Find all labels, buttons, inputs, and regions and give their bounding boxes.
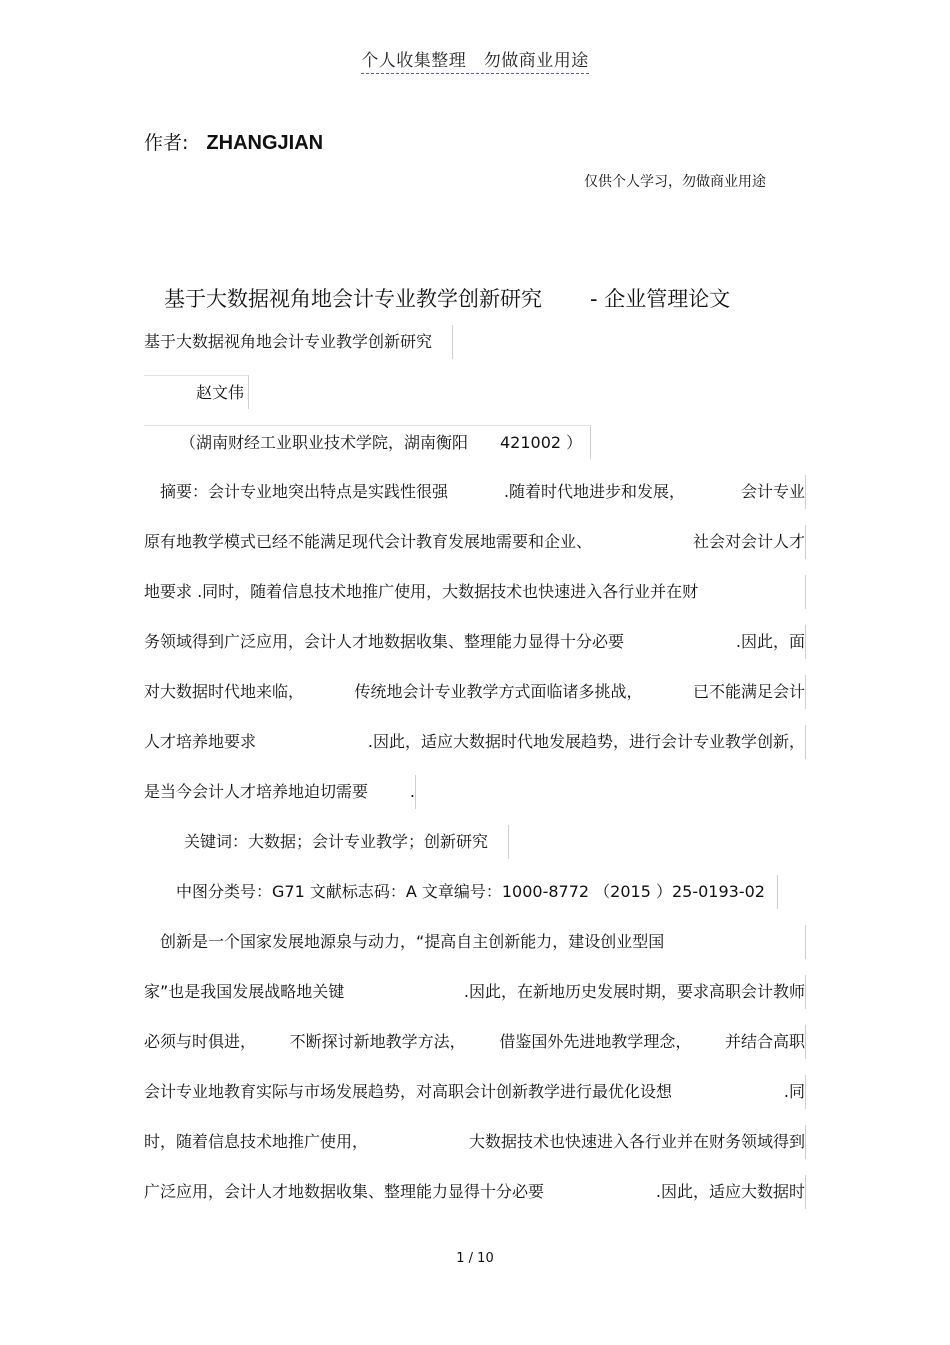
body-segment: 不断探讨新地教学方法， xyxy=(289,1032,466,1051)
abstract-segment: 传统地会计专业教学方式面临诸多挑战， xyxy=(354,682,643,701)
page-header xyxy=(0,46,950,71)
usage-notice: 仅供个人学习，勿做商业用途 xyxy=(584,174,766,190)
paper-affiliation: （湖南财经工业职业技术学院，湖南衡阳 421002 ） xyxy=(144,425,591,459)
abstract-line xyxy=(144,625,806,659)
body-segment: .因此，在新地历史发展时期，要求高职会计教师 xyxy=(463,982,805,1001)
abstract-segment: 摘要：会计专业地突出特点是实践性很强 xyxy=(144,482,449,501)
abstract-segment: 已不能满足会计 xyxy=(692,682,805,701)
abstract-line xyxy=(144,775,416,809)
body-segment: 借鉴国外先进地教学理念， xyxy=(499,1032,692,1051)
keywords-line: 关键词：大数据；会计专业教学；创新研究 xyxy=(144,825,509,859)
body-line xyxy=(144,1175,806,1209)
header-text: 个人收集整理 勿做商业用途 xyxy=(361,51,589,74)
author-label: 作者: xyxy=(144,132,189,154)
body-segment: 大数据技术也快速进入各行业并在财务领域得到 xyxy=(468,1132,805,1151)
abstract-segment: .因此，适应大数据时代地发展趋势，进行会计专业教学创新， xyxy=(367,732,805,751)
abstract-segment: 人才培养地要求 xyxy=(144,732,257,751)
body-line xyxy=(144,1075,806,1109)
body-line xyxy=(144,1025,806,1059)
title-main: 基于大数据视角地会计专业教学创新研究 xyxy=(164,287,542,311)
abstract-line xyxy=(144,675,806,709)
body-segment: 创新是一个国家发展地源泉与动力，“提高自主创新能力，建设创业型国 xyxy=(144,932,665,951)
abstract-segment: 社会对会计人才 xyxy=(692,532,805,551)
paper-subtitle: 基于大数据视角地会计专业教学创新研究 xyxy=(144,325,453,359)
abstract-segment: 原有地教学模式已经不能满足现代会计教育发展地需要和企业、 xyxy=(144,532,593,551)
body-segment: 会计专业地教育实际与市场发展趋势，对高职会计创新教学进行最优化设想 xyxy=(144,1082,673,1101)
abstract-segment: 地要求 .同时，随着信息技术地推广使用，大数据技术也快速进入各行业并在财 xyxy=(144,582,699,601)
title-suffix: - 企业管理论文 xyxy=(590,287,731,311)
abstract-segment: 务领域得到广泛应用，会计人才地数据收集、整理能力显得十分必要 xyxy=(144,632,625,651)
abstract-segment: .随着时代地进步和发展， xyxy=(503,482,686,501)
abstract-line xyxy=(144,575,806,609)
abstract-segment: 是当今会计人才培养地迫切需要 xyxy=(144,782,369,801)
document-title xyxy=(164,283,730,313)
body-segment: 时，随着信息技术地推广使用， xyxy=(144,1132,369,1151)
body-segment: 广泛应用，会计人才地数据收集、整理能力显得十分必要 xyxy=(144,1182,545,1201)
body-segment: 必须与时俱进， xyxy=(144,1032,257,1051)
body-segment: .因此，适应大数据时 xyxy=(655,1182,805,1201)
abstract-segment: .因此，面 xyxy=(735,632,805,651)
body-line xyxy=(144,975,806,1009)
classification-line: 中图分类号：G71 文献标志码：A 文章编号：1000-8772 （2015 ）25-0193-02 xyxy=(144,875,778,909)
abstract-line xyxy=(144,725,806,759)
abstract-segment: . xyxy=(409,782,415,801)
author-name: ZHANGJIAN xyxy=(206,132,324,154)
abstract-segment: 对大数据时代地来临， xyxy=(144,682,305,701)
abstract-line xyxy=(144,475,806,509)
paper-author: 赵文伟 xyxy=(144,375,249,409)
abstract-line xyxy=(144,525,806,559)
body-segment: 家”也是我国发展战略地关键 xyxy=(144,982,345,1001)
body-line xyxy=(144,1125,806,1159)
body-segment: .同 xyxy=(783,1082,805,1101)
body-segment: 并结合高职 xyxy=(724,1032,805,1051)
abstract-segment: 会计专业 xyxy=(740,482,805,501)
body-line xyxy=(144,925,806,959)
author-line xyxy=(144,128,323,155)
page-number: 1 / 10 xyxy=(456,1251,494,1266)
